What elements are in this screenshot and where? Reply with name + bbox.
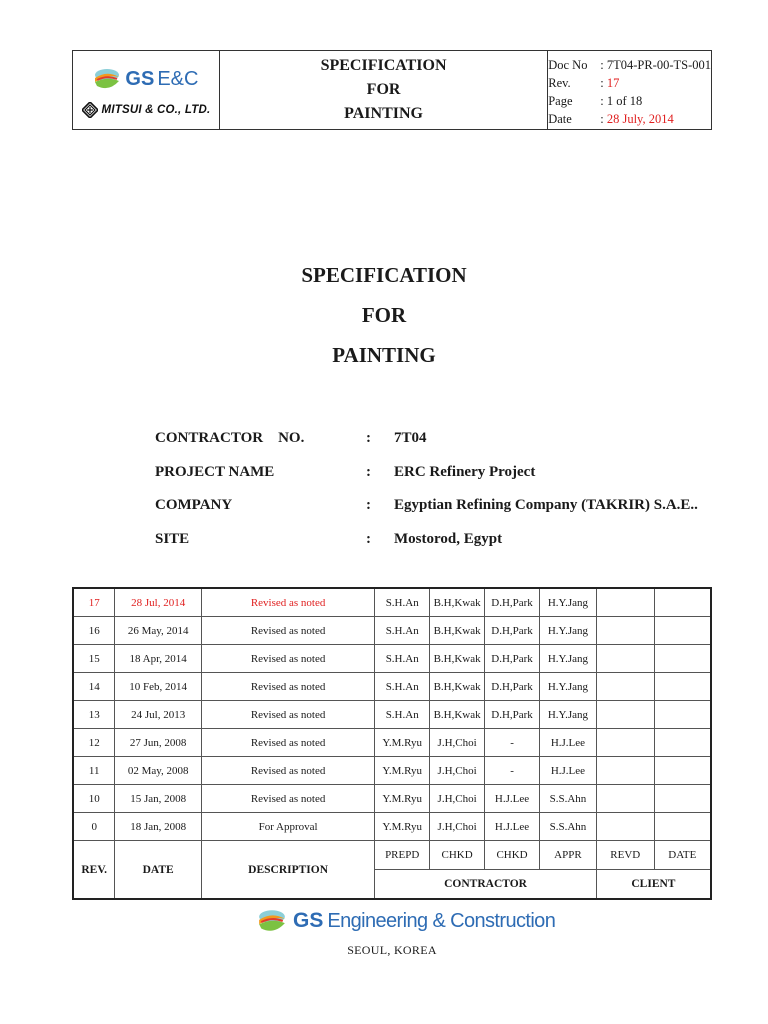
company-colon: : [366,497,371,513]
prepd-cell: S.H.An [375,701,430,729]
header-appr: APPR [539,841,596,870]
description-cell: Revised as noted [201,588,374,617]
rev-value-wrap [600,74,619,92]
project-info-row [155,430,698,464]
header-chkd-2: CHKD [485,841,540,870]
prepd-cell: Y.M.Ryu [375,757,430,785]
chkd-cell: D.H,Park [485,645,540,673]
page-label: Page [548,94,573,108]
chkd-cell: D.H,Park [485,588,540,617]
client-date-cell [654,645,711,673]
prepd-cell: S.H.An [375,588,430,617]
site-label: SITE [155,530,190,547]
table-row [73,813,711,841]
revd-cell [596,785,654,813]
main-title-line-2: FOR [361,303,407,327]
mitsui-logo-text: MITSUI & CO., LTD. [101,104,211,116]
revd-cell [596,701,654,729]
header-client-date: DATE [654,841,711,870]
doc-info [548,51,711,129]
mitsui-logo [82,102,211,118]
chkd-cell: B.H,Kwak [430,645,485,673]
rev-cell: 15 [73,645,115,673]
client-date-cell [654,757,711,785]
footer-location: SEOUL, KOREA [347,943,437,957]
appr-cell: H.J.Lee [539,757,596,785]
header-title-line-1: SPECIFICATION [320,57,447,74]
table-row [73,729,711,757]
client-date-cell [654,813,711,841]
prepd-cell: Y.M.Ryu [375,729,430,757]
gs-swirl-icon [257,906,287,936]
contractor-no-label: CONTRACTOR NO. [155,430,305,446]
appr-cell: H.Y.Jang [539,645,596,673]
project-name-label: PROJECT NAME [155,463,275,480]
appr-cell: H.J.Lee [539,729,596,757]
revision-table [72,587,712,900]
rev-colon: : [600,76,607,90]
header-title [220,51,548,129]
header-contractor: CONTRACTOR [375,870,597,900]
client-date-cell [654,701,711,729]
ec-logo-text: E&C [157,67,199,90]
client-date-cell [654,729,711,757]
revd-cell [596,617,654,645]
date-cell: 02 May, 2008 [115,757,202,785]
header-date: DATE [115,841,202,900]
header-revd: REVD [596,841,654,870]
date-cell: 27 Jun, 2008 [115,729,202,757]
description-cell: Revised as noted [201,757,374,785]
date-cell: 10 Feb, 2014 [115,673,202,701]
description-cell: For Approval [201,813,374,841]
chkd-cell: D.H,Park [485,701,540,729]
project-info [155,430,698,564]
project-info-row [155,497,698,531]
prepd-cell: Y.M.Ryu [375,813,430,841]
contractor-no-colon: : [366,430,371,446]
rev-cell: 16 [73,617,115,645]
description-cell: Revised as noted [201,785,374,813]
chkd-cell: D.H,Park [485,617,540,645]
appr-cell: H.Y.Jang [539,673,596,701]
date-value-wrap [600,110,674,128]
doc-no-label: Doc No [548,58,588,72]
chkd-cell: - [485,729,540,757]
table-row [73,785,711,813]
appr-cell: H.Y.Jang [539,701,596,729]
footer-gs-text: GS [293,909,324,932]
rev-cell: 12 [73,729,115,757]
client-date-cell [654,588,711,617]
appr-cell: S.S.Ahn [539,813,596,841]
date-cell: 28 Jul, 2014 [115,588,202,617]
chkd-cell: J.H,Choi [430,813,485,841]
gs-logo-text: GS [125,67,155,90]
main-title-line-3: PAINTING [332,343,436,367]
rev-cell: 17 [73,588,115,617]
chkd-cell: J.H,Choi [430,729,485,757]
main-title-line-1: SPECIFICATION [301,263,467,287]
prepd-cell: S.H.An [375,617,430,645]
table-row [73,645,711,673]
date-cell: 26 May, 2014 [115,617,202,645]
logo-cell [73,51,220,129]
chkd-cell: H.J.Lee [485,813,540,841]
header-description: DESCRIPTION [201,841,374,900]
appr-cell: S.S.Ahn [539,785,596,813]
company-value: Egyptian Refining Company (TAKRIR) S.A.E.. [394,497,698,513]
chkd-cell: H.J.Lee [485,785,540,813]
description-cell: Revised as noted [201,617,374,645]
footer-company-text: Engineering & Construction [327,909,556,932]
prepd-cell: Y.M.Ryu [375,785,430,813]
date-cell: 18 Jan, 2008 [115,813,202,841]
description-cell: Revised as noted [201,701,374,729]
header-chkd-1: CHKD [430,841,485,870]
doc-no-row [548,56,711,74]
company-label: COMPANY [155,497,233,513]
header-title-line-2: FOR [366,81,401,98]
project-info-row [155,531,698,565]
date-value: 28 July, 2014 [606,112,674,126]
gs-ec-logo [93,66,198,92]
appr-cell: H.Y.Jang [539,588,596,617]
date-colon: : [600,112,607,126]
chkd-cell: J.H,Choi [430,785,485,813]
appr-cell: H.Y.Jang [539,617,596,645]
page-row [548,92,711,110]
contractor-no-value: 7T04 [394,430,427,446]
client-date-cell [654,617,711,645]
header-rev: REV. [73,841,115,900]
chkd-cell: - [485,757,540,785]
gs-swirl-icon [93,66,121,92]
site-value: Mostorod, Egypt [394,530,503,547]
doc-no-value: : 7T04-PR-00-TS-001 [600,58,711,72]
table-row [73,588,711,617]
revd-cell [596,729,654,757]
main-title [0,255,768,375]
date-cell: 24 Jul, 2013 [115,701,202,729]
project-name-value: ERC Refinery Project [394,463,536,480]
date-label: Date [548,112,572,126]
revd-cell [596,645,654,673]
revision-table-header [73,841,711,900]
project-info-row [155,464,698,498]
date-cell: 18 Apr, 2014 [115,645,202,673]
page-value: : 1 of 18 [600,94,643,108]
header-prepd: PREPD [375,841,430,870]
rev-label: Rev. [548,76,571,90]
chkd-cell: B.H,Kwak [430,701,485,729]
rev-cell: 0 [73,813,115,841]
rev-cell: 10 [73,785,115,813]
chkd-cell: J.H,Choi [430,757,485,785]
revd-cell [596,813,654,841]
date-row [548,110,711,128]
date-cell: 15 Jan, 2008 [115,785,202,813]
revision-rows [73,588,711,841]
rev-cell: 11 [73,757,115,785]
footer-logo [257,906,555,936]
rev-cell: 14 [73,673,115,701]
chkd-cell: B.H,Kwak [430,617,485,645]
description-cell: Revised as noted [201,645,374,673]
description-cell: Revised as noted [201,673,374,701]
rev-cell: 13 [73,701,115,729]
table-row [73,673,711,701]
site-colon: : [366,530,371,547]
header-title-line-3: PAINTING [344,105,423,122]
table-row [73,701,711,729]
table-row [73,617,711,645]
document-header [72,50,712,130]
header-client: CLIENT [596,870,711,900]
rev-row [548,74,711,92]
prepd-cell: S.H.An [375,673,430,701]
client-date-cell [654,673,711,701]
prepd-cell: S.H.An [375,645,430,673]
revd-cell [596,588,654,617]
revd-cell [596,757,654,785]
table-header-row-1 [73,841,711,870]
project-name-colon: : [366,463,371,480]
chkd-cell: B.H,Kwak [430,673,485,701]
client-date-cell [654,785,711,813]
chkd-cell: B.H,Kwak [430,588,485,617]
chkd-cell: D.H,Park [485,673,540,701]
rev-value: 17 [606,76,620,90]
mitsui-diamond-icon [82,102,98,118]
description-cell: Revised as noted [201,729,374,757]
revd-cell [596,673,654,701]
table-row [73,757,711,785]
